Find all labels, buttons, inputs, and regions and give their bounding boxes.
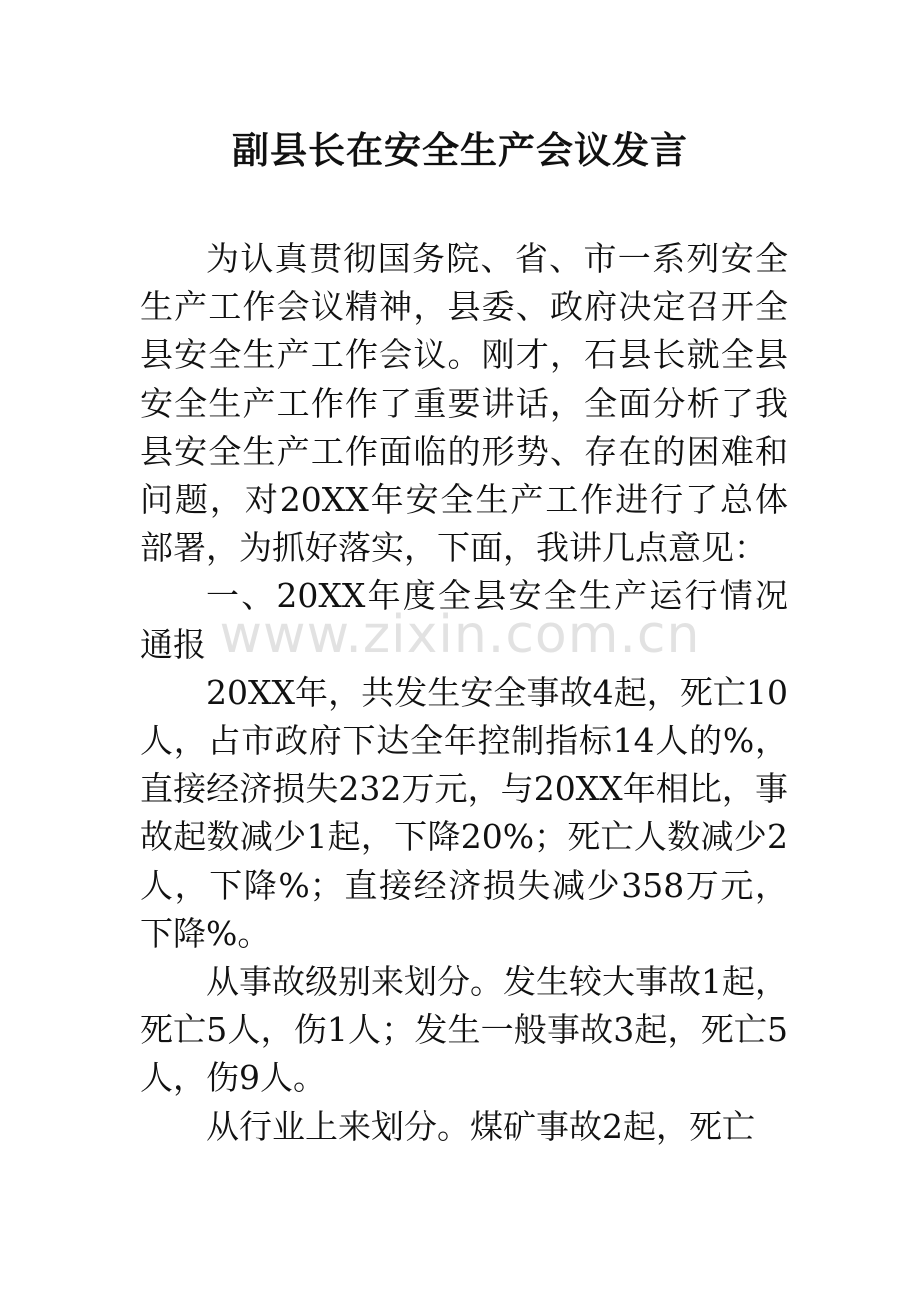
paragraph-by-level: 从事故级别来划分。发生较大事故1起，死亡5人，伤1人；发生一般事故3起，死亡5人，伤9人。 (140, 962, 788, 1098)
paragraph-intro: 为认真贯彻国务院、省、市一系列安全生产工作会议精神，县委、政府决定召开全县安全生产工作会议。刚才，石县长就全县安全生产工作作了重要讲话，全面分析了我县安全生产工作面临的形势、存在的困难和问题，对20XX年安全生产工作进行了总体部署，为抓好落实，下面，我讲几点意见： (140, 239, 788, 568)
section-heading-1: 一、20XX年度全县安全生产运行情况通报 (140, 576, 788, 664)
document-title: 副县长在安全生产会议发言 (232, 128, 688, 172)
watermark: www.zixin.com.cn (219, 605, 701, 665)
document-body (140, 235, 788, 1151)
paragraph-statistics: 20XX年，共发生安全事故4起，死亡10人，占市政府下达全年控制指标14人的%，直接经济损失232万元，与20XX年相比，事故起数减少1起，下降20%；死亡人数减少2人，下降%；直接经济损失减少358万元，下降%。 (140, 672, 788, 953)
paragraph-by-industry: 从行业上来划分。煤矿事故2起，死亡 (206, 1106, 755, 1146)
